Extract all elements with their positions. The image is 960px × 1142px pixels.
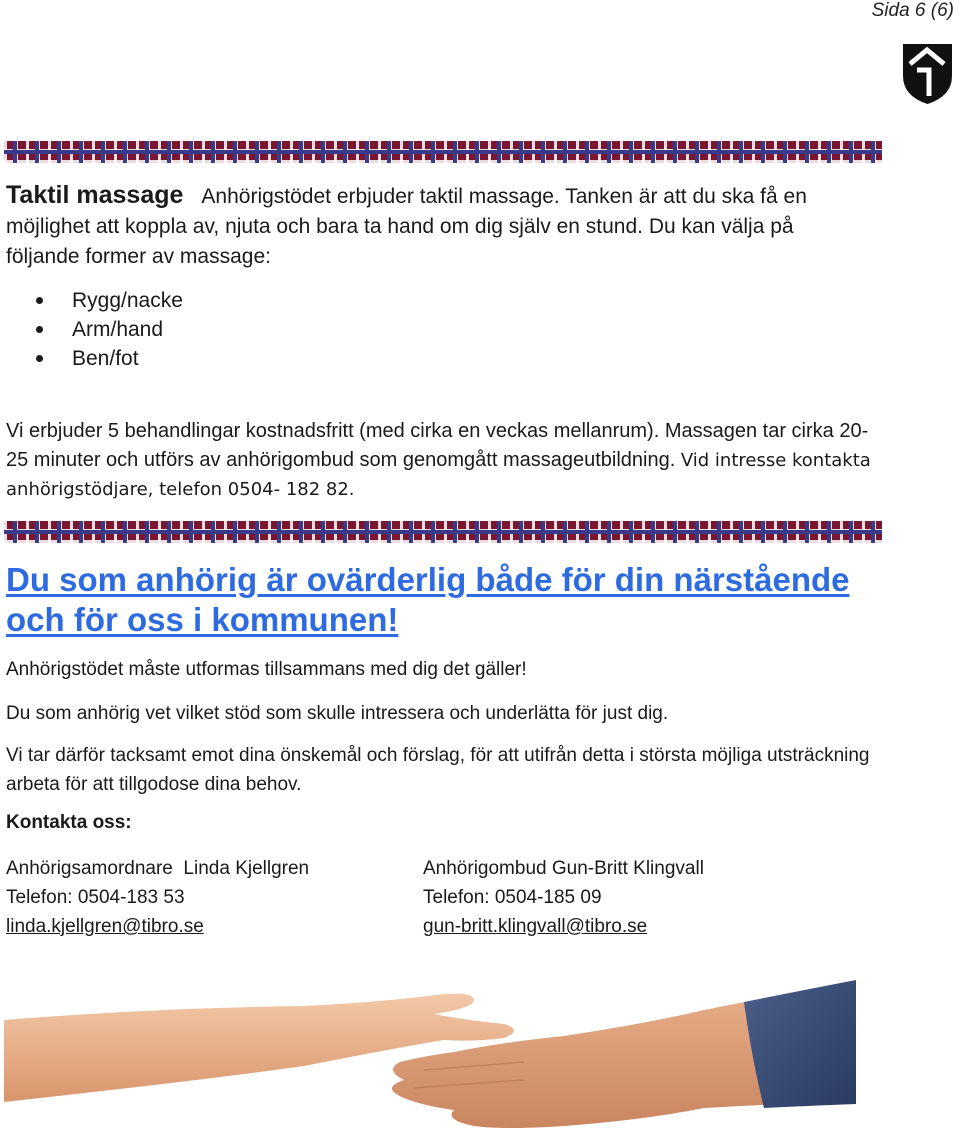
contact-person-linda	[6, 854, 309, 941]
contact-email-link[interactable]: gun-britt.klingvall@tibro.se	[423, 916, 648, 937]
contact-role-name: Anhörigsamordnare Linda Kjellgren	[6, 858, 310, 879]
decorative-border-middle	[4, 521, 882, 543]
list-item: Arm/hand	[36, 315, 183, 344]
treatment-info	[6, 417, 886, 504]
municipality-shield-logo-icon	[900, 40, 955, 106]
treatment-text: Vi erbjuder 5 behandlingar kostnadsfritt (med cirka en veckas mellanrum). Massagen tar cirka 20-25 minuter och utförs av anhörigombud som genomgått massageutbildning.	[6, 420, 869, 471]
contact-role-name: Anhörigombud Gun-Britt Klingvall	[423, 858, 704, 879]
headline: Du som anhörig är ovärderlig både för din närstående och för oss i kommunen!	[6, 561, 850, 638]
decorative-border-top	[4, 141, 882, 163]
paragraph-1: Anhörigstödet måste utformas tillsammans med dig det gäller!	[6, 659, 527, 680]
contact-note: Vid intresse kontakta anhörigstödjare, telefon 0504- 182 82.	[6, 450, 871, 500]
page-number: Sida 6 (6)	[871, 0, 954, 21]
massage-options-list	[36, 286, 183, 373]
contact-phone: Telefon: 0504-183 53	[6, 887, 185, 908]
contact-phone: Telefon: 0504-185 09	[423, 887, 602, 908]
contact-heading: Kontakta oss:	[6, 812, 132, 833]
list-item: Ben/fot	[36, 344, 183, 373]
massage-intro: Anhörigstödet erbjuder taktil massage. Tanken är att du ska få en möjlighet att koppla av, njuta och bara ta hand om dig själv en stund. Du kan välja på följande former av massage:	[6, 185, 807, 268]
list-item: Rygg/nacke	[36, 286, 183, 315]
paragraph-2: Du som anhörig vet vilket stöd som skulle intressera och underlätta för just dig.	[6, 703, 669, 724]
handshake-hands-photo	[4, 980, 856, 1140]
contact-person-gun-britt	[423, 854, 704, 941]
massage-section	[6, 180, 866, 272]
paragraph-3: Vi tar därför tacksamt emot dina önskemål och förslag, för att utifrån detta i största möjliga utsträckning arbeta för att tillgodose dina behov.	[6, 745, 870, 795]
contact-email-link[interactable]: linda.kjellgren@tibro.se	[6, 916, 204, 937]
massage-title: Taktil massage	[6, 181, 184, 209]
